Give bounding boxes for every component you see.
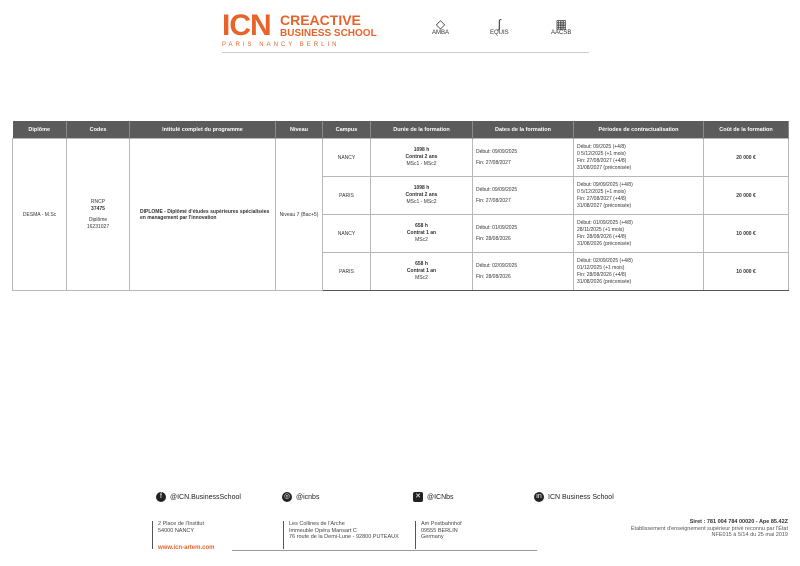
address-nancy: 2 Place de l'Institut 54000 NANCY [152, 521, 204, 549]
dates-cell: Début: 01/09/2025 Fin: 28/08/2026 [473, 215, 574, 253]
table-header-row [13, 121, 789, 139]
col-niveau: Niveau [276, 121, 323, 139]
dates-cell: Début: 02/09/2025 Fin: 28/08/2026 [473, 253, 574, 291]
aacsb-logo: ▦ AACSB [551, 17, 572, 36]
duree-cell: 1098 h Contrat 2 ans MSc1 - MSc2 [371, 177, 473, 215]
website-link[interactable]: www.icn-artem.com [158, 545, 215, 551]
address-berlin: Am Postbahnhof 09555 BERLIN Germany [415, 521, 462, 549]
address-paris: Les Collines de l'Arche Immeuble Opéra Mansart C 76 route de la Demi-Lune - 92800 PUTEAUX [283, 521, 399, 549]
col-diplome: Diplôme [13, 121, 67, 139]
equis-logo: ∫ EQUIS [490, 17, 509, 36]
campus-cell: NANCY [323, 139, 371, 177]
logo-business-school: BUSINESS SCHOOL [280, 28, 377, 39]
header [0, 8, 800, 56]
amba-icon: ◇ [435, 17, 446, 31]
periodes-cell: Début: 02/09/2025 (+4/8) 01/12/2025 (+1 mois) Fin: 28/08/2026 (+4/8) 31/08/2026 (préconisée) [574, 253, 704, 291]
linkedin-icon: in [534, 492, 544, 502]
social-x[interactable]: ✕ @ICNbs [413, 492, 454, 502]
duree-cell: 1098 h Contrat 2 ans MSc1 - MSc2 [371, 139, 473, 177]
social-instagram[interactable]: ◎ @icnbs [283, 493, 320, 501]
duree-cell: 658 h Contrat 1 an MSc2 [371, 253, 473, 291]
amba-logo: ◇ AMBA [432, 17, 450, 36]
niveau-cell: Niveau 7 (Bac+5) [276, 139, 323, 291]
intitule-cell: DIPLOME - Diplômé d'études supérieures spécialisées en management par l'innovation [130, 139, 276, 291]
col-codes: Codes [67, 121, 130, 139]
duree-cell: 658 h Contrat 1 an MSc2 [371, 215, 473, 253]
cout-cell: 20 000 € [704, 139, 789, 177]
diplome-cell: DESMA - M.Sc [13, 139, 67, 291]
col-periodes: Périodes de contractualisation [574, 121, 704, 139]
cout-cell: 10 000 € [704, 253, 789, 291]
legal-notice: Siret : 781 004 784 00020 - Ape 85.42Z Établissement d'enseignement supérieur privé reconnu par l'État NFE015 à 5/14 du 25 mai 2019 [630, 519, 788, 538]
logo-creactive: CREACTIVE [280, 12, 361, 28]
campus-cell: PARIS [323, 253, 371, 291]
header-divider [222, 52, 589, 53]
col-campus: Campus [323, 121, 371, 139]
social-linkedin[interactable]: in ICN Business School [534, 492, 614, 502]
campus-cell: NANCY [323, 215, 371, 253]
dates-cell: Début: 09/09/2025 Fin: 27/08/2027 [473, 177, 574, 215]
codes-cell: RNCP 37475 Diplôme 16231027 [67, 139, 130, 291]
campus-cell: PARIS [323, 177, 371, 215]
table-row [13, 139, 789, 177]
instagram-icon: ◎ [283, 493, 291, 500]
logo-cities: PARIS NANCY BERLIN [222, 42, 340, 48]
col-duree: Durée de la formation [371, 121, 473, 139]
periodes-cell: Début: 09/09/2025 (+4/8) 0 5/12/2025 (+1 mois) Fin: 27/08/2027 (+4/8) 31/08/2027 (préconisée) [574, 177, 704, 215]
aacsb-icon: ▦ [555, 17, 567, 31]
periodes-cell: Début: 01/09/2025 (+4/8) 28/11/2025 (+1 mois) Fin: 28/08/2026 (+4/8) 31/08/2026 (préconisée) [574, 215, 704, 253]
logo-icn: ICN [222, 9, 271, 42]
dates-cell: Début: 09/09/2025 Fin: 27/08/2027 [473, 139, 574, 177]
periodes-cell: Début: 09/2025 (+4/8) 0 5/12/2025 (+1 mois) Fin: 27/08/2027 (+4/8) 31/08/2027 (préconisée) [574, 139, 704, 177]
equis-icon: ∫ [497, 17, 501, 31]
col-cout: Coût de la formation [704, 121, 789, 139]
footer-divider [232, 550, 537, 551]
social-facebook[interactable]: f @ICN.BusinessSchool [156, 492, 241, 502]
col-intitule: Intitulé complet du programme [130, 121, 276, 139]
col-dates: Dates de la formation [473, 121, 574, 139]
x-twitter-icon: ✕ [413, 492, 423, 502]
program-table [12, 121, 789, 291]
cout-cell: 20 000 € [704, 177, 789, 215]
cout-cell: 10 000 € [704, 215, 789, 253]
facebook-icon: f [156, 492, 166, 502]
